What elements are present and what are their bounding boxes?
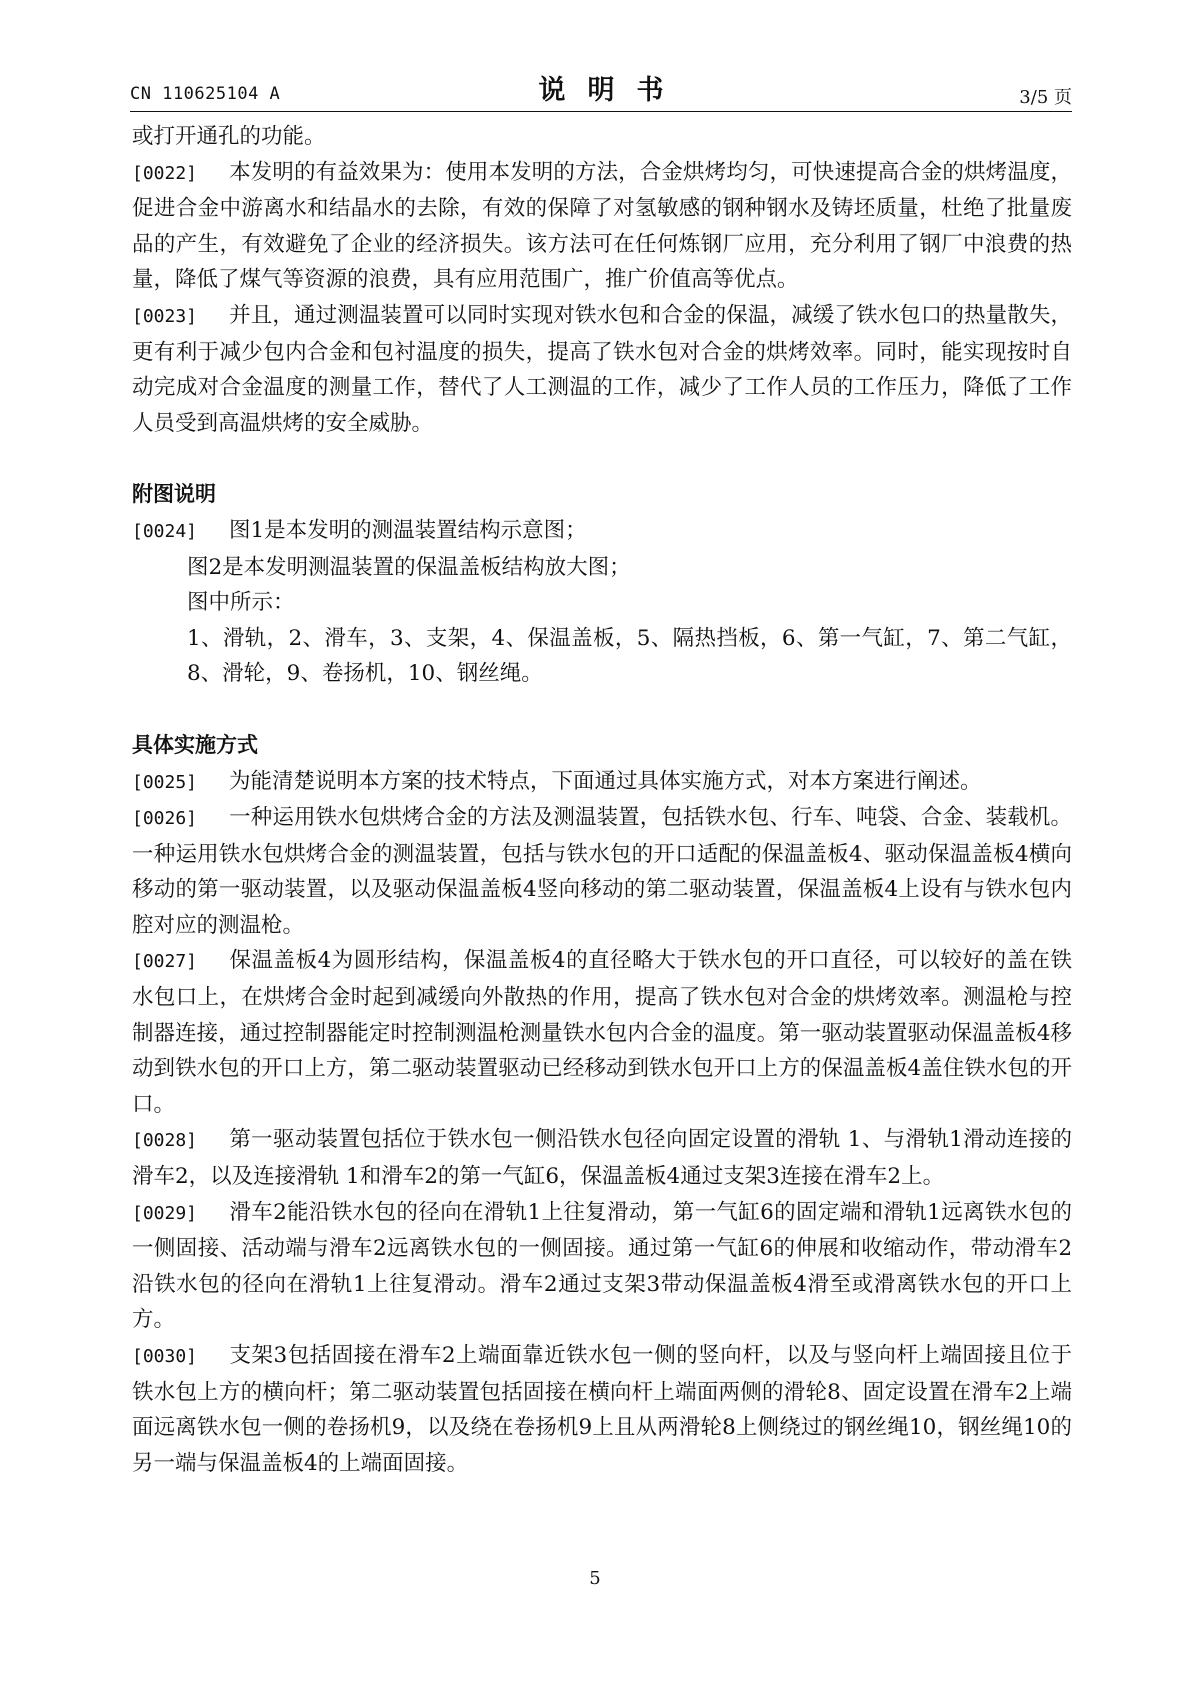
document-title: 说明书 xyxy=(538,75,686,106)
paragraph-0026 xyxy=(132,800,1072,943)
paragraph-0023 xyxy=(132,298,1072,441)
section-heading-figures: 附图说明 xyxy=(132,482,216,507)
paragraph-number: [0025] xyxy=(132,771,198,793)
legend-items: 1、滑轨，2、滑车，3、支架，4、保温盖板，5、隔热挡板，6、第一气缸，7、第二气缸，8、滑轮，9、卷扬机，10、钢丝绳。 xyxy=(187,625,1072,687)
paragraph-text: 图1是本发明的测温装置结构示意图； xyxy=(229,517,587,543)
paragraph-number: [0024] xyxy=(132,520,198,542)
paragraph-0024 xyxy=(132,513,1072,550)
paragraph-number: [0023] xyxy=(132,305,198,327)
section-spacer xyxy=(132,441,1072,477)
paragraph-text: 一种运用铁水包烘烤合金的方法及测温装置，包括铁水包、行车、吨袋、合金、装载机。一种运用铁水包烘烤合金的测温装置，包括与铁水包的开口适配的保温盖板4、驱动保温盖板4横向移动的第一驱动装置，以及驱动保温盖板4竖向移动的第二驱动装置，保温盖板4上设有与铁水包内腔对应的测温枪。 xyxy=(132,805,1072,938)
legend-intro: 图中所示： xyxy=(187,590,295,616)
paragraph-0029 xyxy=(132,1195,1072,1338)
page-header xyxy=(130,68,1072,110)
section-spacer xyxy=(132,692,1072,728)
paragraph-text: 并且，通过测温装置可以同时实现对铁水包和合金的保温，减缓了铁水包口的热量散失，更有利于减少包内合金和包衬温度的损失，提高了铁水包对合金的烘烤效率。同时，能实现按时自动完成对合金温度的测量工作，替代了人工测温的工作，减少了工作人员的工作压力，降低了工作人员受到高温烘烤的安全威胁。 xyxy=(132,302,1072,436)
paragraph-0028 xyxy=(132,1122,1072,1194)
paragraph-text: 为能清楚说明本方案的技术特点，下面通过具体实施方式，对本方案进行阐述。 xyxy=(229,768,982,794)
paragraph-text: 支架3包括固接在滑车2上端面靠近铁水包一侧的竖向杆，以及与竖向杆上端固接且位于铁水包上方的横向杆；第二驱动装置包括固接在横向杆上端面两侧的滑轮8、固定设置在滑车2上端面远离铁水包一侧的卷扬机9，以及绕在卷扬机9上且从两滑轮8上侧绕过的钢丝绳10，钢丝绳10的另一端与保温盖板4的上端面固接。 xyxy=(132,1343,1072,1476)
paragraph-continuation: 或打开通孔的功能。 xyxy=(132,124,326,149)
section-heading-embodiment: 具体实施方式 xyxy=(132,732,258,757)
document-body xyxy=(132,119,1072,1481)
header-rule xyxy=(130,111,1072,112)
paragraph-number: [0026] xyxy=(132,808,198,830)
paragraph-text: 第一驱动装置包括位于铁水包一侧沿铁水包径向固定设置的滑轨 1、与滑轨1滑动连接的滑车2，以及连接滑轨 1和滑车2的第一气缸6，保温盖板4通过支架3连接在滑车2上。 xyxy=(132,1127,1072,1190)
page-number: 5 xyxy=(589,1568,601,1589)
paragraph-0025 xyxy=(132,764,1072,801)
figure-2-caption: 图2是本发明测温装置的保温盖板结构放大图； xyxy=(187,554,631,580)
paragraph-number: [0022] xyxy=(132,162,198,184)
page-count: 3/5 页 xyxy=(1019,87,1072,108)
paragraph-number: [0030] xyxy=(132,1346,198,1367)
paragraph-0030 xyxy=(132,1338,1072,1481)
paragraph-0027 xyxy=(132,943,1072,1122)
paragraph-0022 xyxy=(132,155,1072,298)
paragraph-number: [0027] xyxy=(132,951,198,973)
publication-number: CN 110625104 A xyxy=(130,84,281,104)
paragraph-text: 滑车2能沿铁水包的径向在滑轨1上往复滑动，第一气缸6的固定端和滑轨1远离铁水包的一侧固接、活动端与滑车2远离铁水包的一侧固接。通过第一气缸6的伸展和收缩动作，带动滑车2沿铁水包的径向在滑轨1上往复滑动。滑车2通过支架3带动保温盖板4滑至或滑离铁水包的开口上方。 xyxy=(132,1199,1072,1333)
paragraph-text: 保温盖板4为圆形结构，保温盖板4的直径略大于铁水包的开口直径，可以较好的盖在铁水包口上，在烘烤合金时起到减缓向外散热的作用，提高了铁水包对合金的烘烤效率。测温枪与控制器连接，通过控制器能定时控制测温枪测量铁水包内合金的温度。第一驱动装置驱动保温盖板4移动到铁水包的开口上方，第二驱动装置驱动已经移动到铁水包开口上方的保温盖板4盖住铁水包的开口。 xyxy=(132,948,1072,1117)
paragraph-text: 本发明的有益效果为：使用本发明的方法，合金烘烤均匀，可快速提高合金的烘烤温度，促进合金中游离水和结晶水的去除，有效的保障了对氢敏感的钢种钢水及铸坯质量，杜绝了批量废品的产生，有效避免了企业的经济损失。该方法可在任何炼钢厂应用，充分利用了钢厂中浪费的热量，降低了煤气等资源的浪费，具有应用范围广，推广价值高等优点。 xyxy=(132,159,1072,293)
paragraph-number: [0028] xyxy=(132,1130,198,1152)
paragraph-number: [0029] xyxy=(132,1202,198,1224)
